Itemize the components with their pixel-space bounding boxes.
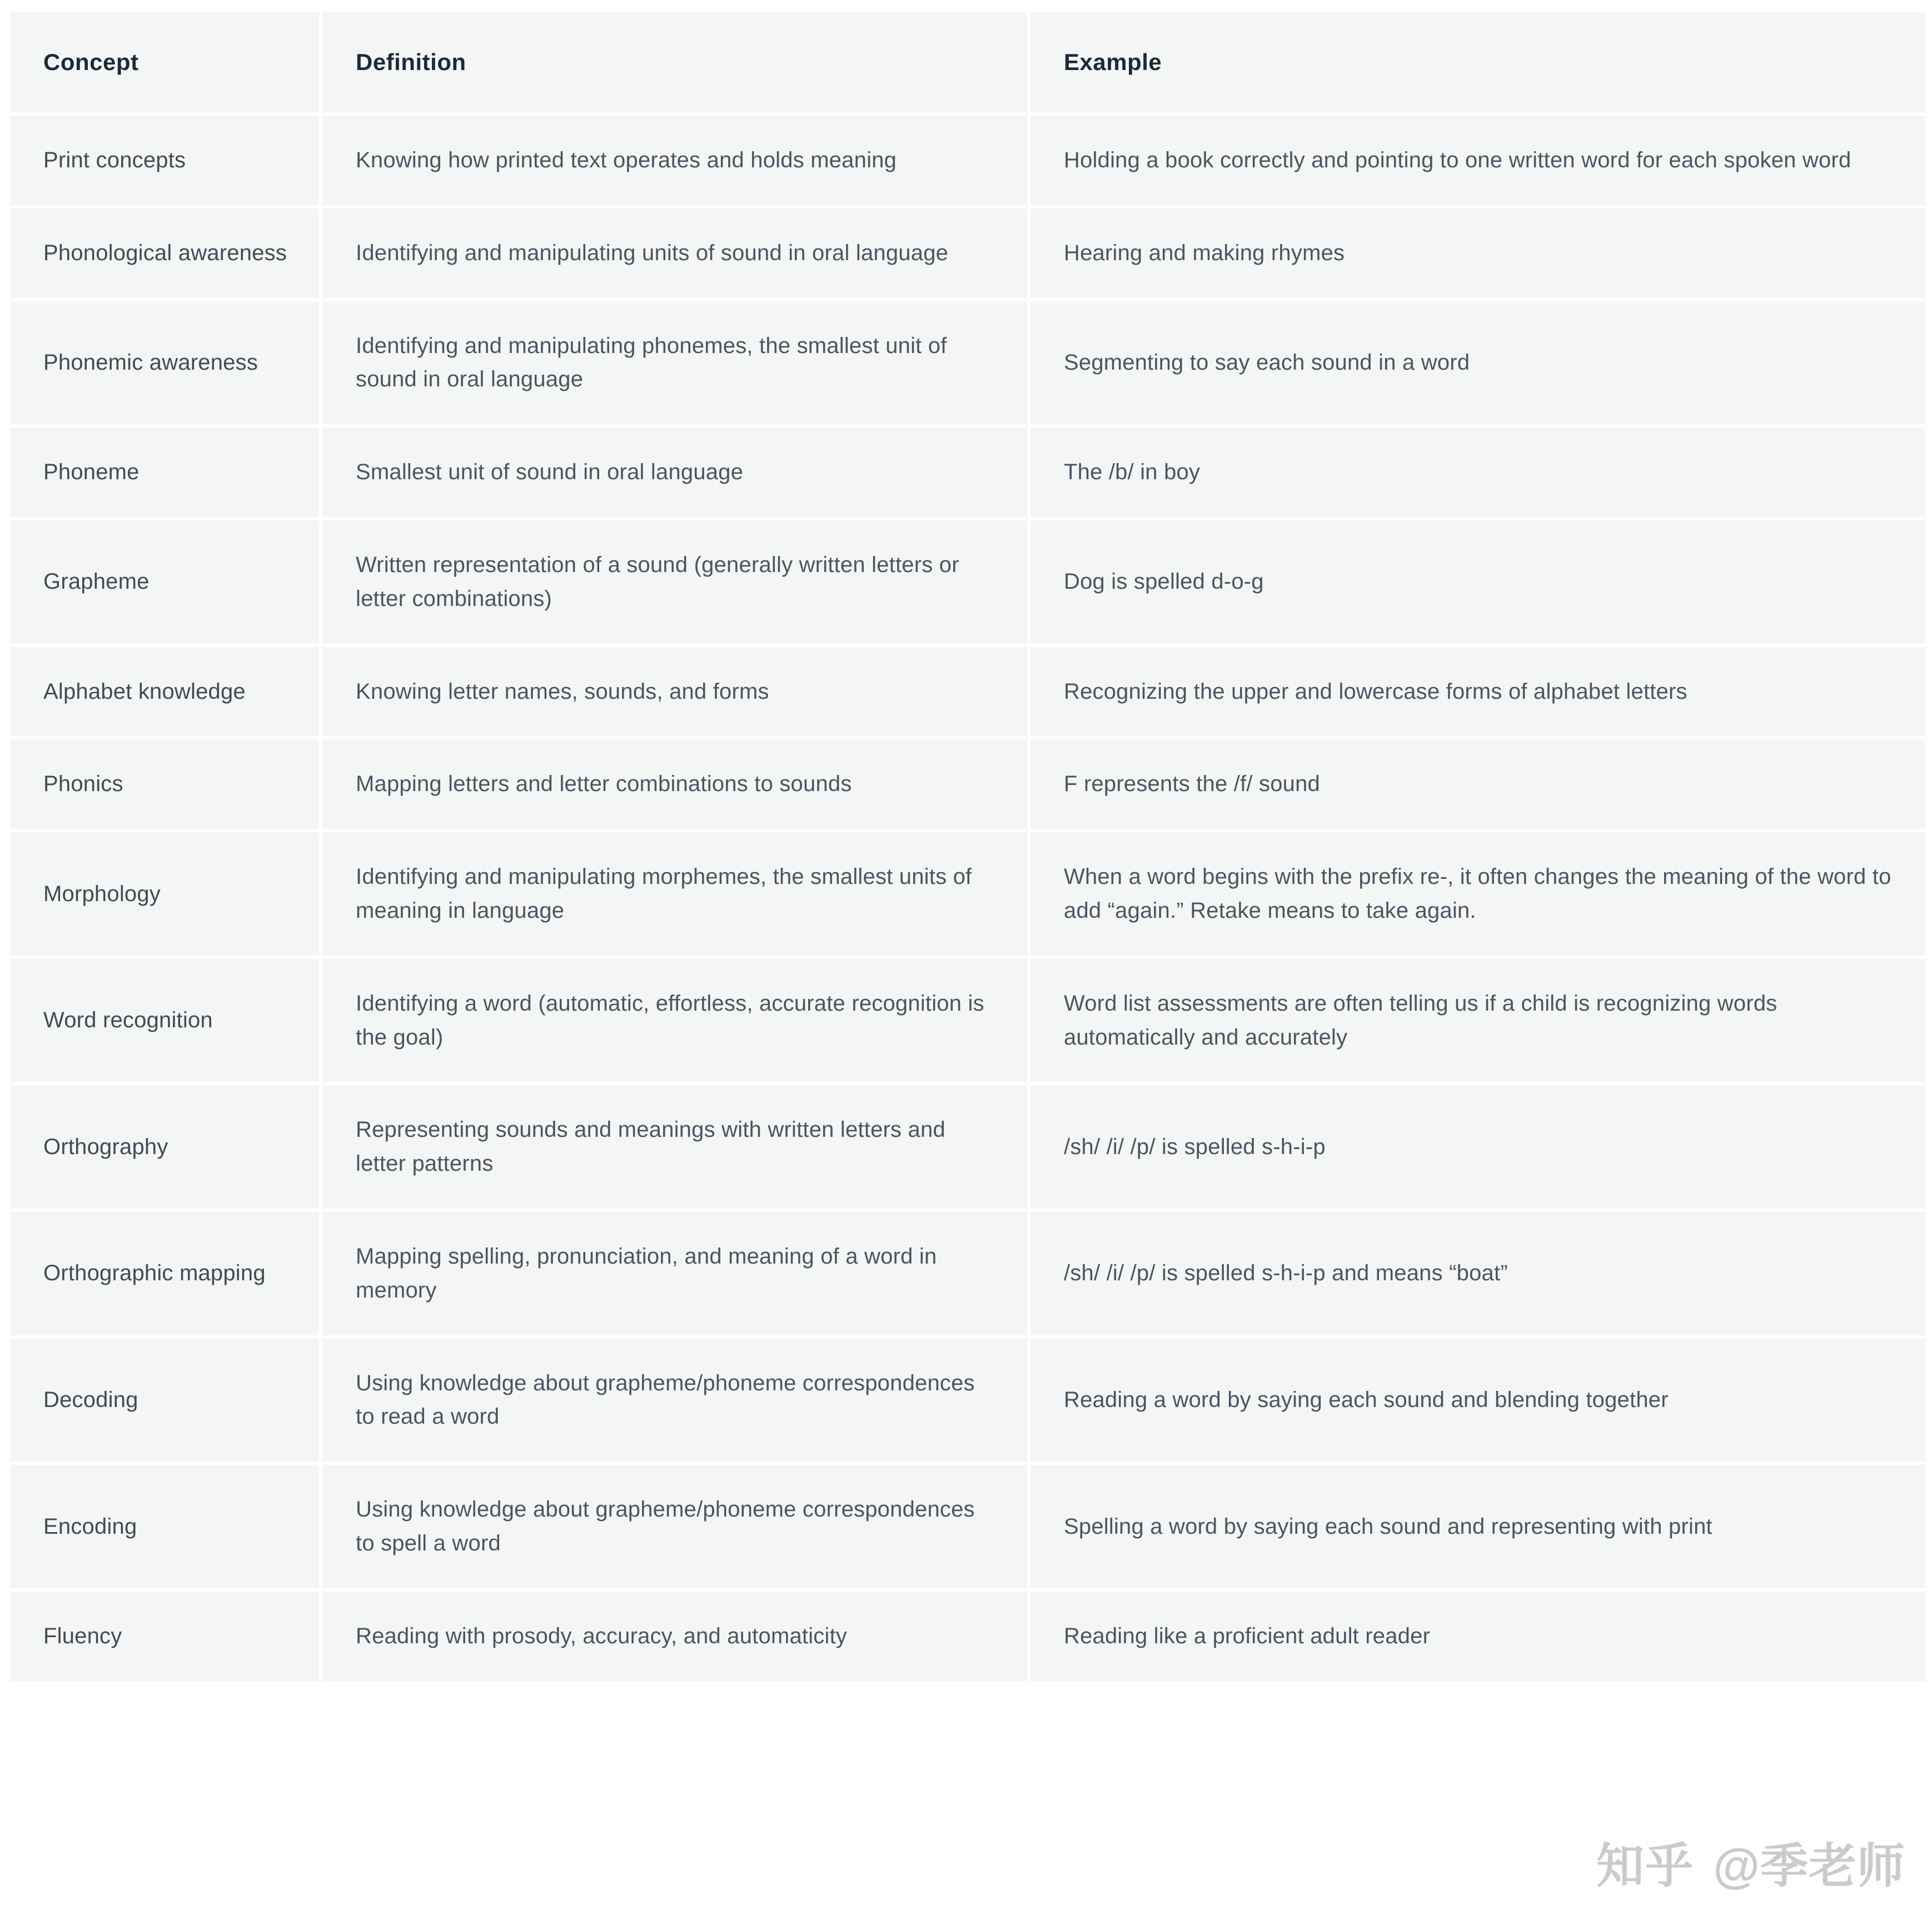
cell-example: The /b/ in boy <box>1030 427 1925 517</box>
cell-example: Recognizing the upper and lowercase forms of alphabet letters <box>1030 647 1925 737</box>
cell-definition: Knowing how printed text operates and holds meaning <box>322 116 1027 205</box>
cell-concept: Orthography <box>10 1085 319 1209</box>
column-header-concept: Concept <box>10 12 319 112</box>
table-row <box>10 1212 1925 1335</box>
table-body <box>10 116 1925 1681</box>
table-row <box>10 1592 1925 1681</box>
cell-concept: Morphology <box>10 832 319 956</box>
cell-definition: Representing sounds and meanings with written letters and letter patterns <box>322 1085 1027 1209</box>
cell-definition: Identifying and manipulating morphemes, the smallest units of meaning in language <box>322 832 1027 956</box>
cell-concept: Encoding <box>10 1465 319 1588</box>
table-row <box>10 301 1925 425</box>
cell-definition: Using knowledge about grapheme/phoneme correspondences to read a word <box>322 1339 1027 1462</box>
table-row <box>10 739 1925 829</box>
cell-concept: Phoneme <box>10 427 319 517</box>
cell-example: Holding a book correctly and pointing to one written word for each spoken word <box>1030 116 1925 205</box>
cell-example: Word list assessments are often telling us if a child is recognizing words automatically and accurately <box>1030 959 1925 1082</box>
cell-concept: Orthographic mapping <box>10 1212 319 1335</box>
column-header-example: Example <box>1030 12 1925 112</box>
cell-concept: Phonological awareness <box>10 208 319 298</box>
cell-example: Hearing and making rhymes <box>1030 208 1925 298</box>
column-header-definition: Definition <box>322 12 1027 112</box>
table-row <box>10 208 1925 298</box>
cell-concept: Phonics <box>10 739 319 829</box>
cell-example: When a word begins with the prefix re-, it often changes the meaning of the word to add “again.” Retake means to take again. <box>1030 832 1925 956</box>
cell-concept: Grapheme <box>10 520 319 644</box>
table-header <box>10 12 1925 112</box>
cell-concept: Phonemic awareness <box>10 301 319 425</box>
cell-example: Reading a word by saying each sound and blending together <box>1030 1339 1925 1462</box>
cell-example: /sh/ /i/ /p/ is spelled s-h-i-p <box>1030 1085 1925 1209</box>
table-row <box>10 1465 1925 1588</box>
cell-definition: Using knowledge about grapheme/phoneme correspondences to spell a word <box>322 1465 1027 1588</box>
cell-concept: Decoding <box>10 1339 319 1462</box>
cell-definition: Reading with prosody, accuracy, and automaticity <box>322 1592 1027 1681</box>
table-header-row <box>10 12 1925 112</box>
cell-example: Reading like a proficient adult reader <box>1030 1592 1925 1681</box>
cell-definition: Written representation of a sound (generally written letters or letter combinations) <box>322 520 1027 644</box>
cell-example: Dog is spelled d-o-g <box>1030 520 1925 644</box>
cell-definition: Mapping spelling, pronunciation, and meaning of a word in memory <box>322 1212 1027 1335</box>
cell-example: /sh/ /i/ /p/ is spelled s-h-i-p and means “boat” <box>1030 1212 1925 1335</box>
table-row <box>10 832 1925 956</box>
cell-concept: Alphabet knowledge <box>10 647 319 737</box>
cell-definition: Knowing letter names, sounds, and forms <box>322 647 1027 737</box>
table-row <box>10 1085 1925 1209</box>
cell-example: Segmenting to say each sound in a word <box>1030 301 1925 425</box>
cell-example: F represents the /f/ sound <box>1030 739 1925 829</box>
zhihu-logo: 知乎 <box>1596 1840 1695 1893</box>
table-row <box>10 116 1925 205</box>
watermark <box>1596 1840 1905 1893</box>
cell-definition: Mapping letters and letter combinations to sounds <box>322 739 1027 829</box>
literacy-concepts-table <box>7 9 1929 1684</box>
cell-definition: Identifying and manipulating phonemes, the smallest unit of sound in oral language <box>322 301 1027 425</box>
cell-concept: Word recognition <box>10 959 319 1082</box>
table-row <box>10 520 1925 644</box>
cell-concept: Fluency <box>10 1592 319 1681</box>
cell-definition: Identifying and manipulating units of sound in oral language <box>322 208 1027 298</box>
table-row <box>10 959 1925 1082</box>
cell-example: Spelling a word by saying each sound and representing with print <box>1030 1465 1925 1588</box>
table-row <box>10 427 1925 517</box>
cell-definition: Smallest unit of sound in oral language <box>322 427 1027 517</box>
cell-definition: Identifying a word (automatic, effortless, accurate recognition is the goal) <box>322 959 1027 1082</box>
table-row <box>10 1339 1925 1462</box>
table-row <box>10 647 1925 737</box>
watermark-handle: @季老师 <box>1713 1840 1905 1893</box>
cell-concept: Print concepts <box>10 116 319 205</box>
